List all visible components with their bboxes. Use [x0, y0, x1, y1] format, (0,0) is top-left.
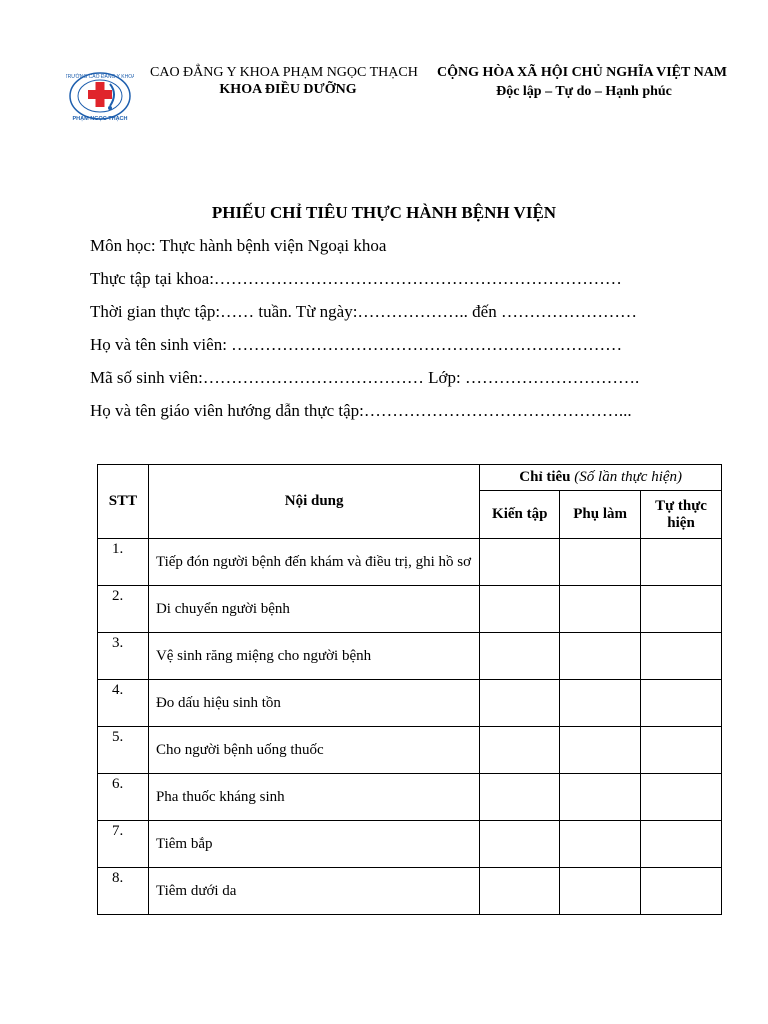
header-target-note: (Số lần thực hiện): [574, 469, 683, 485]
assist-cell[interactable]: [560, 821, 641, 868]
assist-cell[interactable]: [560, 774, 641, 821]
row-number: 6.: [98, 774, 149, 821]
instructor-field: Họ và tên giáo viên hướng dẫn thực tập:………………………………………...: [90, 401, 632, 420]
assist-cell[interactable]: [560, 868, 641, 915]
row-number: 7.: [98, 821, 149, 868]
assist-cell[interactable]: [560, 680, 641, 727]
student-name-field: Họ và tên sinh viên: ……………………………………………………………: [90, 335, 623, 354]
logo-text-top: TRƯỜNG CAO ĐẲNG Y KHOA: [66, 74, 134, 80]
header-stt: STT: [98, 465, 149, 539]
observe-cell[interactable]: [480, 633, 560, 680]
table-row: [98, 539, 722, 586]
subject-field: Môn học: Thực hành bệnh viện Ngoại khoa: [90, 236, 387, 255]
header-observe: Kiến tập: [480, 491, 560, 539]
observe-cell[interactable]: [480, 821, 560, 868]
header-target-label: Chỉ tiêu: [519, 469, 571, 485]
self-cell[interactable]: [641, 727, 722, 774]
observe-cell[interactable]: [480, 586, 560, 633]
assist-cell[interactable]: [560, 727, 641, 774]
row-number: 5.: [98, 727, 149, 774]
period-field: Thời gian thực tập:…… tuần. Từ ngày:……………….. đến ……………………: [90, 302, 637, 321]
row-content: Cho người bệnh uống thuốc: [148, 727, 479, 774]
table-row: [98, 633, 722, 680]
header-self-line1: Tự thực: [655, 497, 707, 514]
row-content: Đo dấu hiệu sinh tồn: [148, 680, 479, 727]
national-motto: Độc lập – Tự do – Hạnh phúc: [496, 84, 672, 99]
self-cell[interactable]: [641, 868, 722, 915]
header-self-line2: hiện: [667, 514, 695, 531]
self-cell[interactable]: [641, 774, 722, 821]
self-cell[interactable]: [641, 633, 722, 680]
row-content: Tiêm dưới da: [148, 868, 479, 915]
row-content: Tiêm bắp: [148, 821, 479, 868]
self-cell[interactable]: [641, 821, 722, 868]
department-name: KHOA ĐIỀU DƯỠNG: [219, 82, 357, 97]
student-id-field: Mã số sinh viên:………………………………… Lớp: ………………………….: [90, 368, 640, 387]
row-number: 4.: [98, 680, 149, 727]
row-number: 3.: [98, 633, 149, 680]
self-cell[interactable]: [641, 539, 722, 586]
observe-cell[interactable]: [480, 539, 560, 586]
document-title: PHIẾU CHỈ TIÊU THỰC HÀNH BỆNH VIỆN: [211, 203, 557, 222]
logo-text-bottom: PHẠM NGỌC THẠCH: [72, 116, 128, 122]
row-number: 8.: [98, 868, 149, 915]
header-assist: Phụ làm: [560, 491, 641, 539]
self-cell[interactable]: [641, 586, 722, 633]
heart-ornament-icon:   ❣: [275, 99, 301, 111]
table-row: [98, 680, 722, 727]
target-table: [97, 464, 722, 915]
row-content: Di chuyển người bệnh: [148, 586, 479, 633]
table-row: [98, 868, 722, 915]
row-number: 2.: [98, 586, 149, 633]
table-row: [98, 586, 722, 633]
table-row: [98, 774, 722, 821]
observe-cell[interactable]: [480, 774, 560, 821]
header-content: Nội dung: [148, 465, 479, 539]
table-row: [98, 821, 722, 868]
self-cell[interactable]: [641, 680, 722, 727]
row-number: 1.: [98, 539, 149, 586]
row-content: Tiếp đón người bệnh đến khám và điều trị, ghi hồ sơ: [148, 539, 479, 586]
department-field: Thực tập tại khoa:………………………………………………………………: [90, 269, 622, 288]
observe-cell[interactable]: [480, 680, 560, 727]
table-row: [98, 727, 722, 774]
school-name: CAO ĐẲNG Y KHOA PHẠM NGỌC THẠCH: [150, 65, 418, 80]
row-content: Vệ sinh răng miệng cho người bệnh: [148, 633, 479, 680]
observe-cell[interactable]: [480, 868, 560, 915]
header-target: [480, 465, 722, 491]
assist-cell[interactable]: [560, 539, 641, 586]
row-content: Pha thuốc kháng sinh: [148, 774, 479, 821]
assist-cell[interactable]: [560, 633, 641, 680]
header-self: [641, 491, 722, 539]
assist-cell[interactable]: [560, 586, 641, 633]
nation-name: CỘNG HÒA XÃ HỘI CHỦ NGHĨA VIỆT NAM: [437, 65, 728, 80]
school-logo: [66, 70, 134, 122]
observe-cell[interactable]: [480, 727, 560, 774]
table-header-row: [98, 465, 722, 491]
